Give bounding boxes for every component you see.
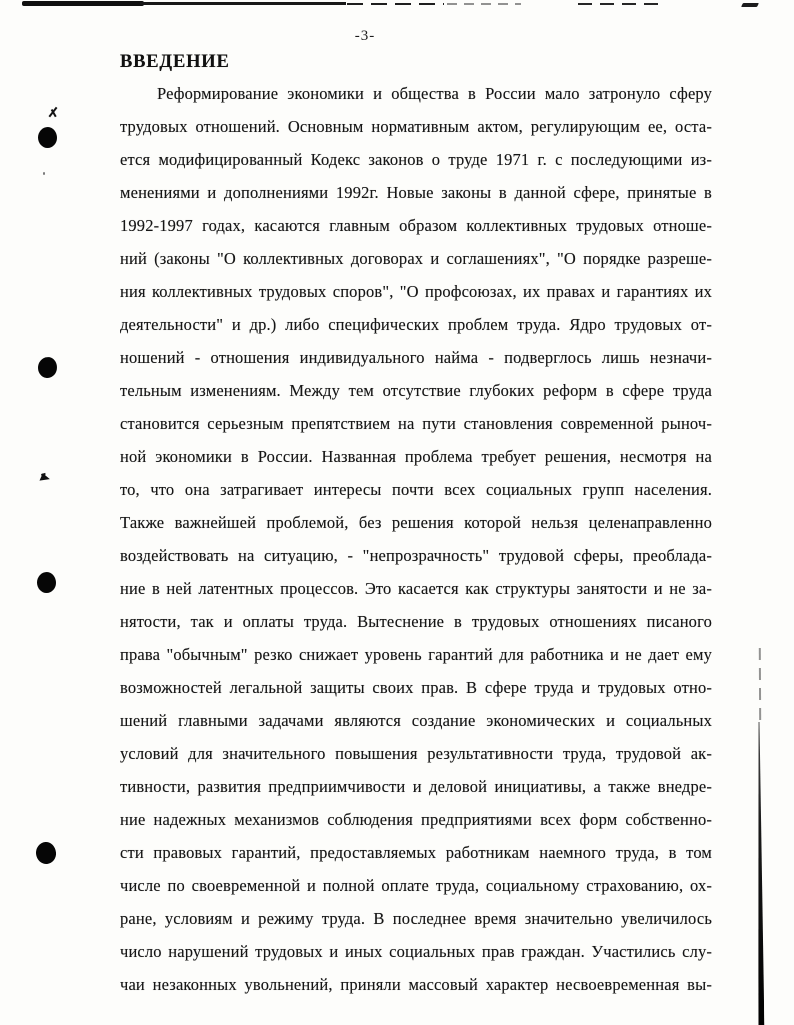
- scan-edge-line-top-dashes: [347, 3, 444, 5]
- text-line: сти правовых гарантий, предоставляемых работникам наемного труда, в том: [120, 843, 712, 862]
- scan-edge-line-top-dashes: [578, 3, 664, 5]
- text-line: становится серьезным препятствием на пути становления современной рыноч-: [120, 414, 712, 433]
- scan-edge-line-top-dashes: [447, 3, 521, 5]
- section-heading: ВВЕДЕНИЕ: [120, 52, 230, 72]
- text-line: менениями и дополнениями 1992г. Новые законы в данной сфере, принятые в: [120, 183, 712, 202]
- text-line: 1992-1997 годах, касаются главным образом коллективных трудовых отноше-: [120, 216, 712, 235]
- text-line: права "обычным" резко снижает уровень гарантий для работника и не дает ему: [120, 645, 712, 664]
- stray-x-mark: [47, 106, 58, 118]
- text-line: ния коллективных трудовых споров", "О профсоюзах, их правах и гарантиях их: [120, 282, 712, 301]
- punch-hole-dot: [37, 356, 59, 379]
- scan-edge-line-top: [140, 2, 346, 5]
- scan-edge-dash-top-right: [741, 3, 759, 7]
- punch-hole-dot: [35, 841, 57, 865]
- punch-hole-dot: [38, 127, 57, 148]
- stray-arrow-mark: [39, 473, 51, 483]
- text-line: возможностей легальной защиты своих прав. В сфере труда и трудовых отно-: [120, 678, 712, 697]
- text-line: шений главными задачами являются создание экономических и социальных: [120, 711, 712, 730]
- body-paragraph: [120, 77, 712, 1001]
- text-line: тельным изменениям. Между тем отсутствие глубоких реформ в сфере труда: [120, 381, 712, 400]
- text-line: тивности, развития предприимчивости и деловой инициативы, а также внедре-: [120, 777, 712, 796]
- text-line: Реформирование экономики и общества в России мало затронуло сферу: [157, 84, 712, 103]
- text-line: ние надежных механизмов соблюдения предприятиями всех форм собственно-: [120, 810, 712, 829]
- text-line: воздействовать на ситуацию, - "непрозрачность" трудовой сферы, преоблада-: [120, 546, 712, 565]
- text-line: число нарушений трудовых и иных социальных прав граждан. Участились слу-: [120, 942, 712, 961]
- text-line: чаи незаконных увольнений, приняли массовый характер несвоевременная вы-: [120, 975, 712, 994]
- scan-edge-line-right: [756, 722, 764, 1025]
- text-line: ний (законы "О коллективных договорах и соглашениях", "О порядке разреше-: [120, 249, 712, 268]
- text-line: то, что она затрагивает интересы почти всех социальных групп населения.: [120, 480, 712, 499]
- text-line: ется модифицированный Кодекс законов о труде 1971 г. с последующими из-: [120, 150, 712, 169]
- text-line: ране, условиям и режиму труда. В последнее время значительно увеличилось: [120, 909, 712, 928]
- text-line: условий для значительного повышения результативности труда, трудовой ак-: [120, 744, 712, 763]
- stray-speck: [43, 172, 45, 175]
- punch-hole-dot: [37, 572, 56, 593]
- page-number: -3-: [354, 28, 376, 44]
- text-line: ние в ней латентных процессов. Это касается как структуры занятости и не за-: [120, 579, 712, 598]
- scan-edge-line-right: [759, 648, 761, 726]
- text-line: числе по своевременной и полной оплате труда, социальному страхованию, ох-: [120, 876, 712, 895]
- text-line: Также важнейшей проблемой, без решения которой нельзя целенаправленно: [120, 513, 712, 532]
- scan-edge-line-top: [22, 1, 144, 6]
- text-line: ной экономики в России. Названная проблема требует решения, несмотря на: [120, 447, 712, 466]
- text-line: нятости, так и оплаты труда. Вытеснение в трудовых отношениях писаного: [120, 612, 712, 631]
- text-line: ношений - отношения индивидуального найма - подверглось лишь незначи-: [120, 348, 712, 367]
- text-line: деятельности" и др.) либо специфических проблем труда. Ядро трудовых от-: [120, 315, 712, 334]
- text-line: трудовых отношений. Основным нормативным актом, регулирующим ее, оста-: [120, 117, 712, 136]
